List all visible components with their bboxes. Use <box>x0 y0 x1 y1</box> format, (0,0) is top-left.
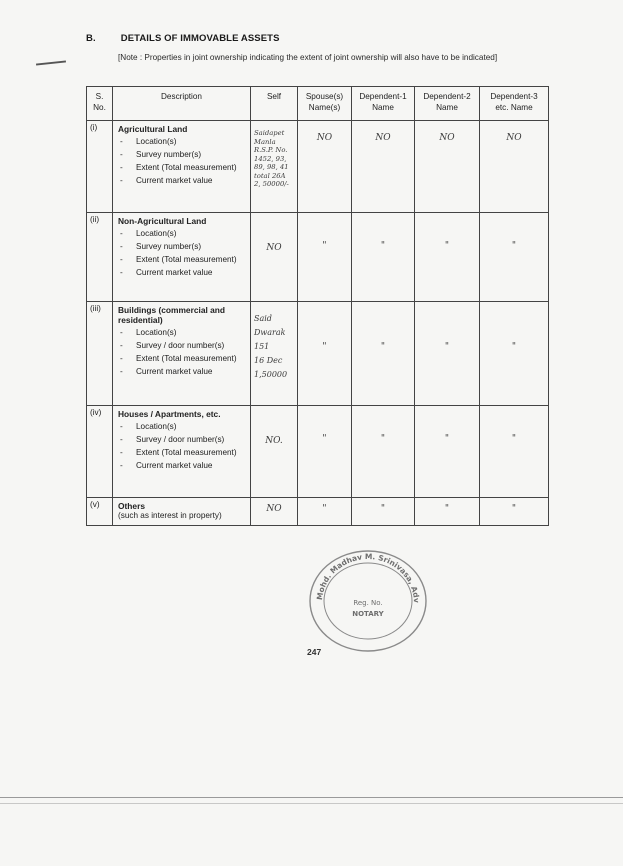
hw-line: Dwarak <box>254 328 286 337</box>
hw-line: 89, 98, 41 <box>254 163 289 171</box>
self-cell <box>251 302 298 406</box>
list-item: - Extent (Total measurement) <box>136 163 247 174</box>
stamp-inner-line-1: Reg. No. <box>353 599 383 607</box>
ditto-mark: " <box>444 504 450 514</box>
dependent-1-cell <box>352 213 415 302</box>
list-item: - Current market value <box>136 268 247 279</box>
list-item: - Location(s) <box>136 328 247 339</box>
row-description <box>113 406 251 498</box>
ditto-mark: " <box>322 504 327 514</box>
dependent-1-cell <box>352 121 415 213</box>
page-number: 247 <box>307 647 322 657</box>
list-item: - Current market value <box>136 461 247 472</box>
dependent-1-cell <box>352 302 415 406</box>
category-subtitle: (such as interest in property) <box>118 511 222 520</box>
hw-line: 1,50000 <box>254 370 288 379</box>
dependent-3-cell <box>480 121 549 213</box>
ditto-mark: " <box>322 434 327 444</box>
hw-line: 16 Dec <box>254 356 283 365</box>
scan-artifact-line <box>0 797 623 798</box>
hw-line: Said <box>254 314 272 323</box>
immovable-assets-table <box>86 86 549 526</box>
stamp-outer-text: Mohd. Madhav M. Srinivasa, Adv <box>315 551 422 604</box>
item-list <box>116 328 247 378</box>
row-sno: (i) <box>87 121 113 213</box>
item-list <box>116 137 247 187</box>
dependent-2-cell <box>415 406 480 498</box>
row-description <box>113 213 251 302</box>
row-sno: (iii) <box>87 302 113 406</box>
section-letter: B. <box>86 33 96 44</box>
table-row <box>87 213 549 302</box>
dependent-2-cell <box>415 121 480 213</box>
ditto-mark: " <box>444 434 450 444</box>
row-description <box>113 121 251 213</box>
list-item: - Survey number(s) <box>136 150 247 161</box>
category-title: Buildings (commercial and residential) <box>118 305 226 325</box>
table-row <box>87 498 549 526</box>
list-item: - Survey / door number(s) <box>136 341 247 352</box>
hw-line: 151 <box>254 342 270 351</box>
hw-line: Saidapet <box>254 129 285 137</box>
notary-stamp <box>296 543 438 655</box>
ditto-mark: " <box>511 342 517 352</box>
row-description <box>113 302 251 406</box>
dependent-2-cell <box>415 213 480 302</box>
spouse-cell <box>298 213 352 302</box>
table-row <box>87 302 549 406</box>
self-cell <box>251 498 298 526</box>
header-spouse: Spouse(s) Name(s) <box>298 87 352 121</box>
item-list <box>116 422 247 472</box>
ditto-mark: " <box>511 241 517 251</box>
section-heading <box>86 33 280 44</box>
ditto-mark: " <box>322 241 327 251</box>
list-item: - Extent (Total measurement) <box>136 255 247 266</box>
category-title: Non-Agricultural Land <box>118 216 207 226</box>
header-dependent-1: Dependent-1 Name <box>352 87 415 121</box>
section-title: DETAILS OF IMMOVABLE ASSETS <box>120 33 280 44</box>
category-title: Agricultural Land <box>118 124 188 134</box>
header-self: Self <box>251 87 298 121</box>
list-item: - Survey number(s) <box>136 242 247 253</box>
ditto-mark: " <box>380 434 386 444</box>
category-title: Houses / Apartments, etc. <box>118 409 221 419</box>
list-item: - Current market value <box>136 176 247 187</box>
ditto-mark: " <box>322 342 327 352</box>
notary-stamp-graphic <box>296 543 438 655</box>
list-item: - Location(s) <box>136 422 247 433</box>
table-header-row <box>87 87 549 121</box>
item-list <box>116 229 247 279</box>
row-sno: (ii) <box>87 213 113 302</box>
ditto-mark: " <box>511 504 517 514</box>
ditto-mark: " <box>380 241 386 251</box>
header-description: Description <box>113 87 251 121</box>
row-description <box>113 498 251 526</box>
self-cell <box>251 121 298 213</box>
ditto-mark: " <box>444 241 450 251</box>
self-cell <box>251 406 298 498</box>
dependent-3-cell <box>480 302 549 406</box>
list-item: - Location(s) <box>136 137 247 148</box>
ditto-mark: " <box>511 434 517 444</box>
header-dependent-2: Dependent-2 Name <box>415 87 480 121</box>
spouse-cell <box>298 498 352 526</box>
dependent-2-cell <box>415 302 480 406</box>
hw-line: R.S.P. No. <box>254 146 288 154</box>
handwritten-entry: NO <box>266 243 282 253</box>
dependent-2-cell <box>415 498 480 526</box>
self-cell <box>251 213 298 302</box>
hw-line: 1452, 93, <box>254 154 287 163</box>
section-note: [Note : Properties in joint ownership indicating the extent of joint ownership will also have to be indicated] <box>118 53 498 62</box>
handwritten-entry: NO <box>375 133 391 143</box>
row-sno: (v) <box>87 498 113 526</box>
list-item: - Extent (Total measurement) <box>136 354 247 365</box>
list-item: - Location(s) <box>136 229 247 240</box>
dependent-3-cell <box>480 498 549 526</box>
ditto-mark: " <box>380 342 386 352</box>
margin-mark <box>36 60 66 65</box>
handwritten-entry: NO <box>506 133 522 143</box>
handwritten-self-entry <box>254 129 294 189</box>
ditto-mark: " <box>444 342 450 352</box>
scan-artifact-line <box>0 803 623 804</box>
handwritten-entry: NO <box>439 133 455 143</box>
dependent-3-cell <box>480 213 549 302</box>
spouse-cell <box>298 302 352 406</box>
dependent-1-cell <box>352 498 415 526</box>
hw-line: Manla <box>254 137 276 146</box>
handwritten-self-entry <box>254 312 294 382</box>
list-item: - Extent (Total measurement) <box>136 448 247 459</box>
handwritten-entry: NO <box>316 133 333 143</box>
handwritten-entry: NO <box>266 504 282 514</box>
header-sno: S. No. <box>87 87 113 121</box>
ditto-mark: " <box>380 504 386 514</box>
handwritten-entry: NO. <box>265 436 283 446</box>
category-title: Others <box>118 501 145 511</box>
table-row <box>87 406 549 498</box>
dependent-3-cell <box>480 406 549 498</box>
list-item: - Survey / door number(s) <box>136 435 247 446</box>
table-row <box>87 121 549 213</box>
spouse-cell <box>298 406 352 498</box>
spouse-cell <box>298 121 352 213</box>
list-item: - Current market value <box>136 367 247 378</box>
row-sno: (iv) <box>87 406 113 498</box>
hw-line: 2, 50000/- <box>254 180 289 188</box>
stamp-inner-line-2: NOTARY <box>352 610 384 618</box>
hw-line: total 26A <box>254 171 286 180</box>
dependent-1-cell <box>352 406 415 498</box>
header-dependent-3: Dependent-3 etc. Name <box>480 87 549 121</box>
